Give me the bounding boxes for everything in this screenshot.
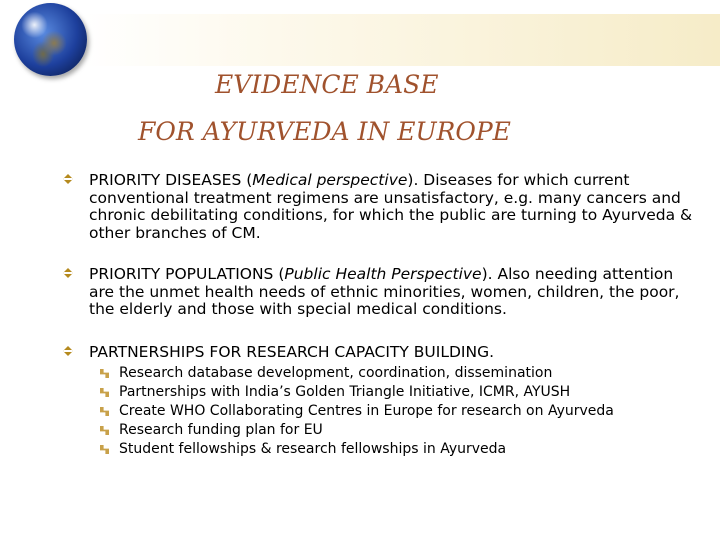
bullet-priority-diseases [61, 172, 701, 242]
bullet-marker-icon [63, 346, 73, 356]
globe-icon [14, 3, 87, 76]
sub-bullet-item [100, 364, 700, 383]
sub-bullet-item [100, 440, 700, 459]
sub-bullet-text: Partnerships with India’s Golden Triangle Initiative, ICMR, AYUSH [119, 384, 571, 400]
slide-title-line2: FOR AYURVEDA IN EUROPE [138, 117, 511, 146]
bullet-rest: ). Diseases for which current conventional treatment regimens are unsatisfactory, e.g. many cancers and chronic debilitating conditions, for which the public are turning to Ayurveda & other branches of CM. [89, 171, 693, 242]
sub-bullet-item [100, 383, 700, 402]
bullet-marker-icon [63, 174, 73, 184]
sub-bullet-text: Student fellowships & research fellowships in Ayurveda [119, 441, 507, 457]
sub-bullet-icon [100, 388, 109, 397]
sub-bullet-text: Research funding plan for EU [119, 422, 323, 438]
bullet-rest: ). Also needing attention are the unmet health needs of ethnic minorities, women, children, the poor, the elderly and those with special medical conditions. [89, 265, 680, 318]
bullet-lead: PRIORITY POPULATIONS ( [89, 265, 285, 283]
sub-bullet-text: Create WHO Collaborating Centres in Europe for research on Ayurveda [119, 403, 614, 419]
bullet-marker-icon [63, 268, 73, 278]
sub-bullet-icon [100, 426, 109, 435]
bullet-lead: PARTNERSHIPS FOR RESEARCH CAPACITY BUILDING. [89, 343, 495, 361]
header-band [82, 14, 720, 66]
sub-bullet-item [100, 421, 700, 440]
bullet-italic: Public Health Perspective [284, 265, 482, 283]
sub-bullet-item [100, 402, 700, 421]
sub-bullet-icon [100, 369, 109, 378]
slide-title-line1: EVIDENCE BASE [215, 70, 439, 99]
bullet-priority-populations [61, 266, 701, 319]
bullet-italic: Medical perspective [252, 171, 408, 189]
sub-bullet-icon [100, 407, 109, 416]
bullet-lead: PRIORITY DISEASES ( [89, 171, 253, 189]
bullet-partnerships [61, 344, 701, 362]
sub-bullet-icon [100, 445, 109, 454]
sub-bullet-text: Research database development, coordination, dissemination [119, 365, 553, 381]
